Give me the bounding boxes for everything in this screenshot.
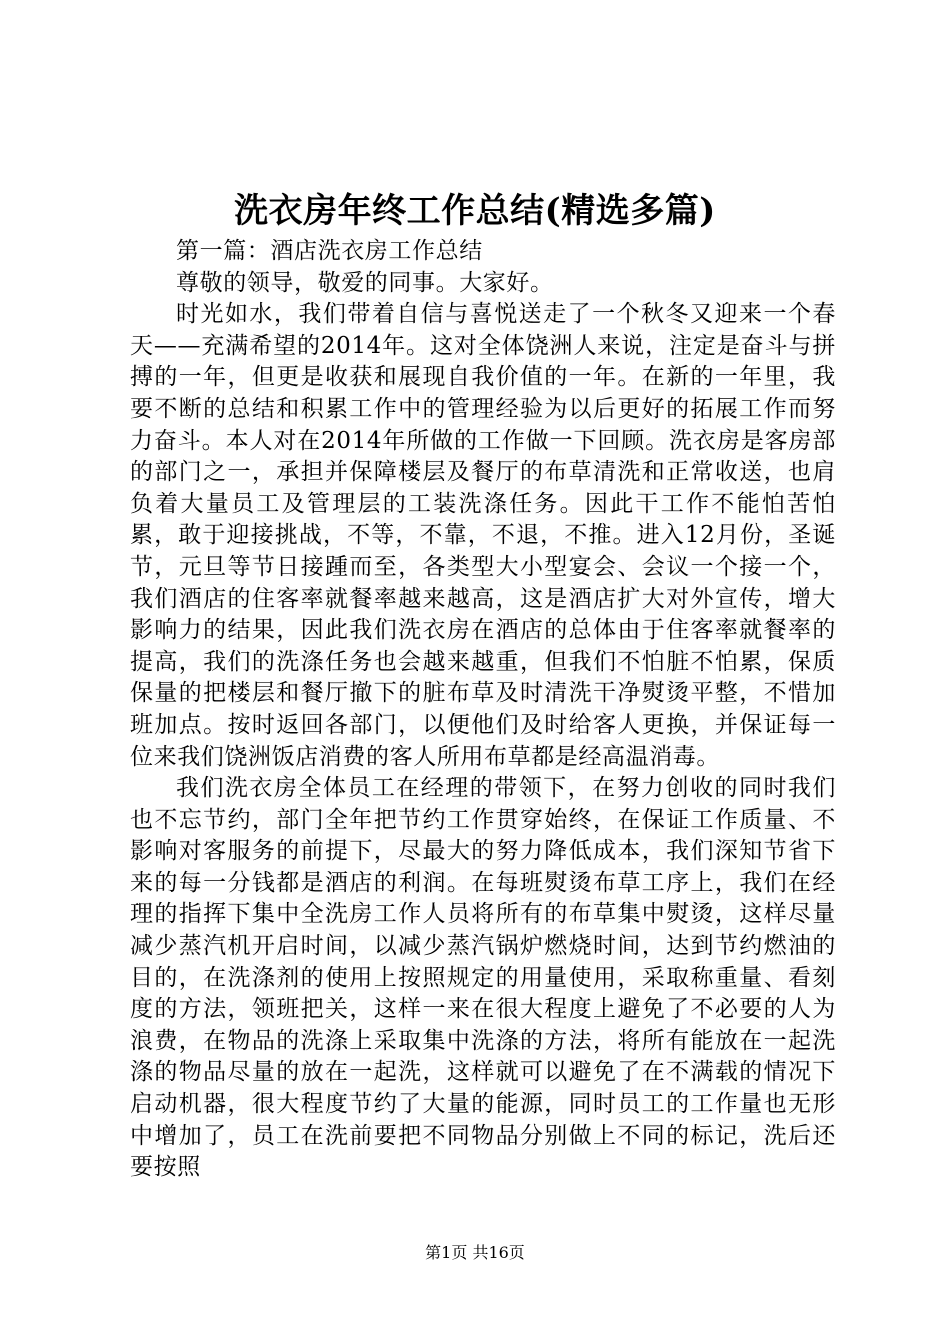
document-title: 洗衣房年终工作总结(精选多篇) (234, 191, 716, 231)
body-paragraph: 时光如水，我们带着自信与喜悦送走了一个秋冬又迎来一个春天——充满希望的2014年。这对全体饶洲人来说，注定是奋斗与拼搏的一年，但更是收获和展现自我价值的一年。在新的一年里，我要不断的总结和积累工作中的管理经验为以后更好的拓展工作而努力奋斗。本人对在2014年所做的工作做一下回顾。洗衣房是客房部的部门之一，承担并保障楼层及餐厅的布草清洗和正常收送，也肩负着大量员工及管理层的工装洗涤任务。因此干工作不能怕苦怕累，敢于迎接挑战，不等，不靠，不退，不推。进入12月份，圣诞节，元旦等节日接踵而至，各类型大小型宴会、会议一个接一个，我们酒店的住客率就餐率越来越高，这是酒店扩大对外宣传，增大影响力的结果，因此我们洗衣房在酒店的总体由于住客率就餐率的提高，我们的洗涤任务也会越来越重，但我们不怕脏不怕累，保质保量的把楼层和餐厅撤下的脏布草及时清洗干净熨烫平整，不惜加班加点。按时返回各部门，以便他们及时给客人更换，并保证每一位来我们饶洲饭店消费的客人所用布草都是经高温消毒。 (130, 301, 836, 770)
page-footer: 第1页 共16页 (425, 1243, 525, 1262)
section-heading: 第一篇：酒店洗衣房工作总结 (176, 238, 483, 264)
document-body (130, 236, 836, 1184)
greeting-line: 尊敬的领导，敬爱的同事。大家好。 (176, 269, 554, 296)
body-paragraph: 我们洗衣房全体员工在经理的带领下，在努力创收的同时我们也不忘节约，部门全年把节约工作贯穿始终，在保证工作质量、不影响对客服务的前提下，尽最大的努力降低成本，我们深知节省下来的每一分钱都是酒店的利润。在每班熨烫布草工序上，我们在经理的指挥下集中全洗房工作人员将所有的布草集中熨烫，这样尽量减少蒸汽机开启时间，以减少蒸汽锅炉燃烧时间，达到节约燃油的目的，在洗涤剂的使用上按照规定的用量使用，采取称重量、看刻度的方法，领班把关，这样一来在很大程度上避免了不必要的人为浪费，在物品的洗涤上采取集中洗涤的方法，将所有能放在一起洗涤的物品尽量的放在一起洗，这样就可以避免了在不满载的情况下启动机器，很大程度节约了大量的能源，同时员工的工作量也无形中增加了，员工在洗前要把不同物品分别做上不同的标记，洗后还要按照 (130, 775, 836, 1181)
